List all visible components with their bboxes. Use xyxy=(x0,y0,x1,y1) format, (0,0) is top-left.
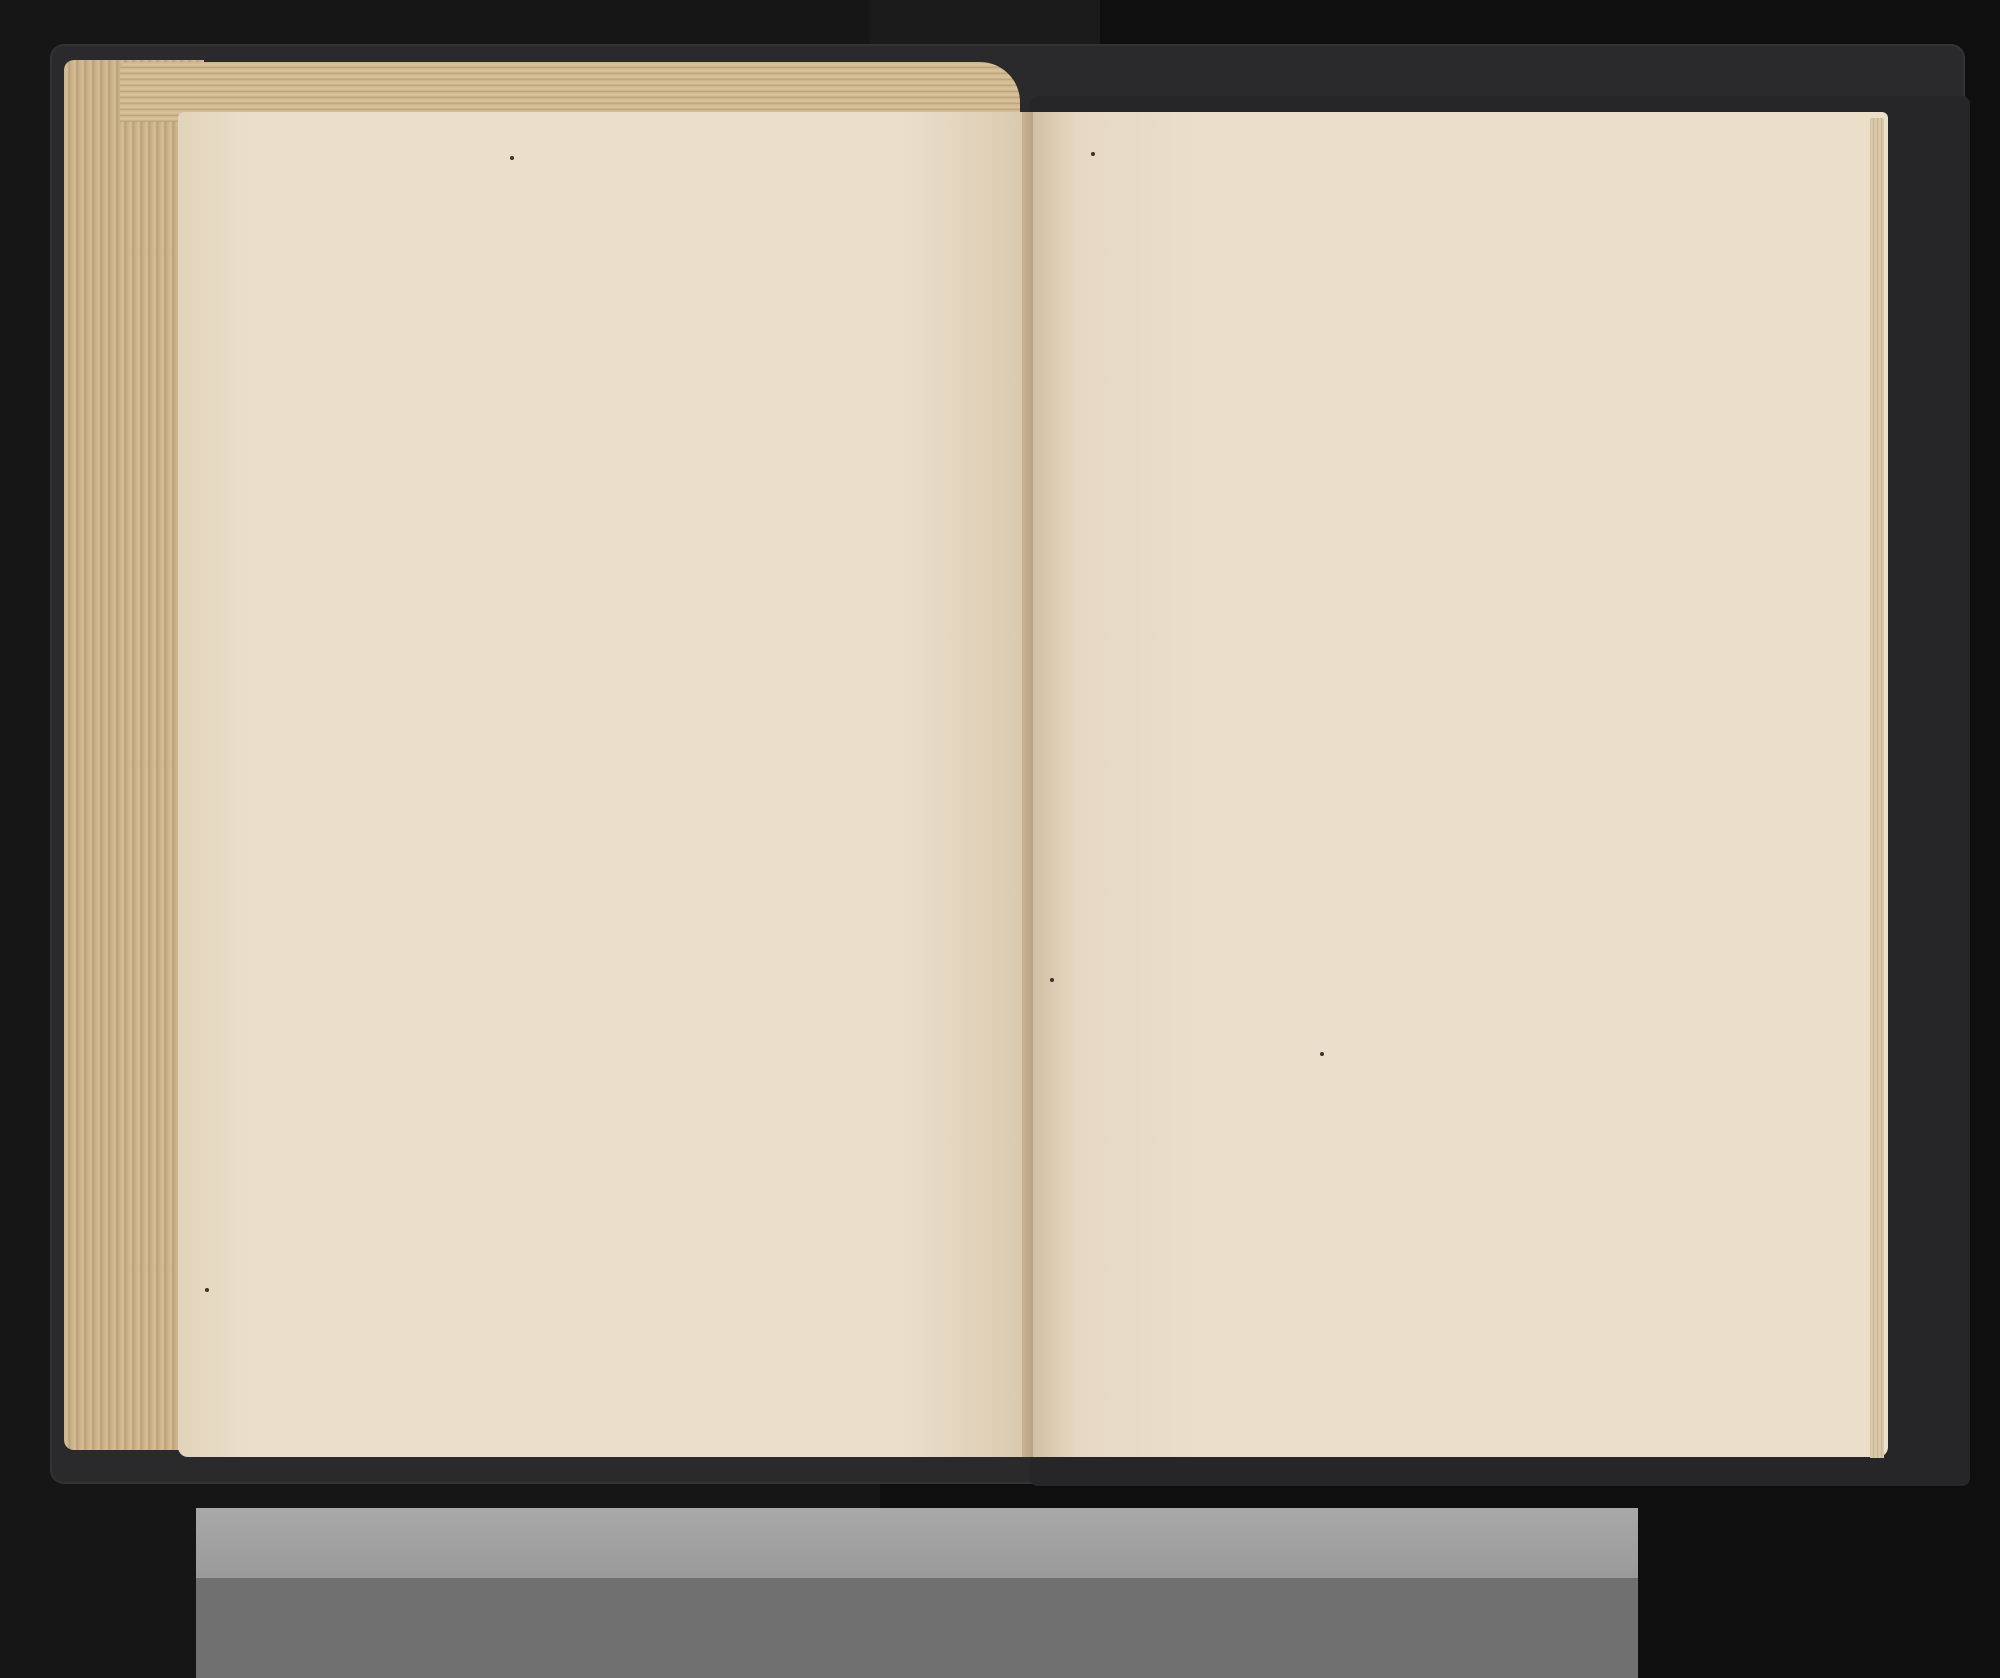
grayscale-color-card xyxy=(196,1580,1638,1678)
paper-speck xyxy=(205,1288,209,1292)
right-page-edge xyxy=(1870,118,1884,1458)
ruler-inch-scale xyxy=(196,1508,1638,1578)
paper-speck xyxy=(1320,1052,1324,1056)
paper-speck xyxy=(510,156,514,160)
paper-speck xyxy=(1050,978,1054,982)
paper-speck xyxy=(1091,152,1095,156)
left-page xyxy=(178,112,1033,1457)
right-page xyxy=(1033,112,1888,1457)
